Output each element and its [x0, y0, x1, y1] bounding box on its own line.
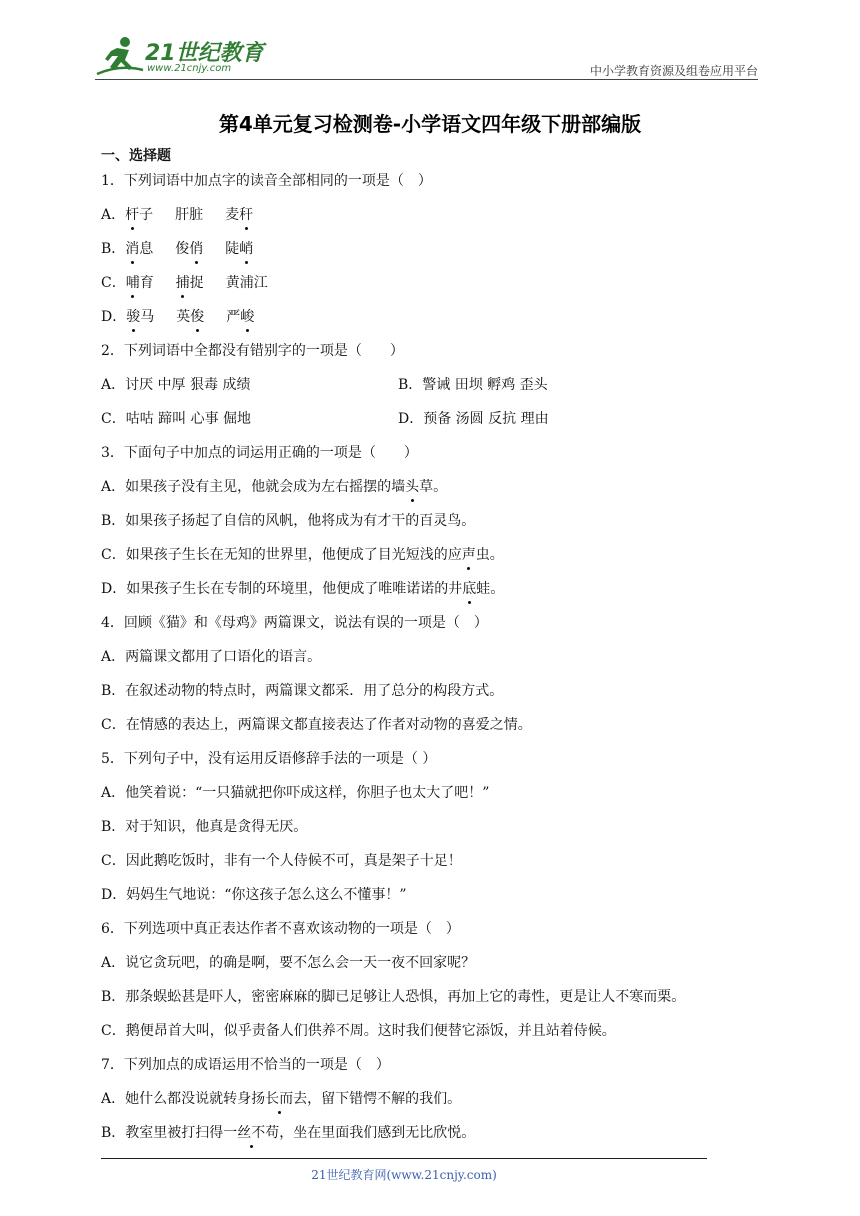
question-3-option-c: C．如果孩子生长在无知的世界里，他便成了目光短浅的应声虫。: [101, 543, 761, 577]
question-5-stem: 5．下列句子中，没有运用反语修辞手法的一项是（ ）: [101, 751, 437, 767]
runner-logo-icon: [95, 34, 145, 78]
question-6-option-a: A．说它贪玩吧，的确是啊，要不怎么会一天一夜不回家呢？: [101, 955, 476, 971]
question-5-option-c: C．因此鹅吃饭时，非有一个人侍候不可，真是架子十足！: [101, 853, 462, 869]
logo-text: 21世纪教育: [145, 41, 264, 66]
question-1-option-d: D．骏马 英俊 严峻: [101, 305, 761, 339]
question-5-option-d: D．妈妈生气地说：“你这孩子怎么这么不懂事！”: [101, 887, 407, 903]
question-4-stem: 4．回顾《猫》和《母鸡》两篇课文，说法有误的一项是（ ）: [101, 615, 488, 631]
page-header: [95, 34, 758, 80]
logo: [95, 34, 265, 78]
question-list: [101, 144, 761, 1155]
question-1-stem: 1．下列词语中加点字的读音全部相同的一项是（ ）: [101, 173, 432, 189]
question-2-option-b: B．警诫 田坝 孵鸡 歪头: [398, 377, 548, 393]
logo-url: www.21cnjy.com: [147, 63, 232, 74]
question-7-option-b: B．教室里被打扫得一丝不苟，坐在里面我们感到无比欣悦。: [101, 1121, 761, 1155]
question-1-option-c: C．哺育 捕捉 黄浦江: [101, 271, 761, 305]
footer-divider: [101, 1158, 707, 1159]
section-heading: 一、选择题: [101, 148, 171, 164]
question-3-option-b: B．如果孩子扬起了自信的风帆，他将成为有才干的百灵鸟。: [101, 513, 476, 529]
question-2-row-1: [101, 373, 761, 407]
question-3-option-a: A．如果孩子没有主见，他就会成为左右摇摆的墙头草。: [101, 475, 761, 509]
platform-name: 中小学教育资源及组卷应用平台: [589, 64, 758, 78]
question-1-option-b: B．消息 俊俏 陡峭: [101, 237, 761, 271]
question-4-option-b: B．在叙述动物的特点时，两篇课文都采．用了总分的构段方式。: [101, 683, 504, 699]
question-6-option-b: B．那条蜈蚣甚是吓人，密密麻麻的脚已足够让人恐惧，再加上它的毒性，更是让人不寒而栗。: [101, 989, 686, 1005]
question-4-option-a: A．两篇课文都用了口语化的语言。: [101, 649, 322, 665]
question-6-option-c: C．鹅便昂首大叫，似乎责备人们供养不周。这时我们便替它添饭，并且站着侍候。: [101, 1023, 616, 1039]
question-3-stem: 3．下面句子中加点的词运用正确的一项是（ ）: [101, 445, 418, 461]
question-3-option-d: D．如果孩子生长在专制的环境里，他便成了唯唯诺诺的井底蛙。: [101, 577, 761, 611]
page-title: 第4单元复习检测卷-小学语文四年级下册部编版: [218, 112, 642, 136]
page-footer: 21世纪教育网(www.21cnjy.com): [311, 1168, 497, 1182]
header-divider: [95, 79, 758, 80]
question-2-option-a: A．讨厌 中厚 狠毒 成绩: [101, 377, 251, 393]
question-7-option-a: A．她什么都没说就转身扬长而去，留下错愕不解的我们。: [101, 1087, 761, 1121]
question-2-stem: 2．下列词语中全都没有错别字的一项是（ ）: [101, 343, 404, 359]
question-4-option-c: C．在情感的表达上，两篇课文都直接表达了作者对动物的喜爱之情。: [101, 717, 532, 733]
question-2-option-d: D．预备 汤圆 反抗 理由: [398, 411, 549, 427]
question-2-option-c: C．咕咕 蹄叫 心事 倔地: [101, 411, 252, 427]
question-6-stem: 6．下列选项中真正表达作者不喜欢该动物的一项是（ ）: [101, 921, 460, 937]
question-2-row-2: [101, 407, 761, 441]
question-1-option-a: A．杆子 肝脏 麦秆: [101, 203, 761, 237]
question-5-option-a: A．他笑着说：“一只猫就把你吓成这样，你胆子也太大了吧！”: [101, 785, 490, 801]
question-7-stem: 7．下列加点的成语运用不恰当的一项是（ ）: [101, 1057, 390, 1073]
question-5-option-b: B．对于知识，他真是贪得无厌。: [101, 819, 308, 835]
